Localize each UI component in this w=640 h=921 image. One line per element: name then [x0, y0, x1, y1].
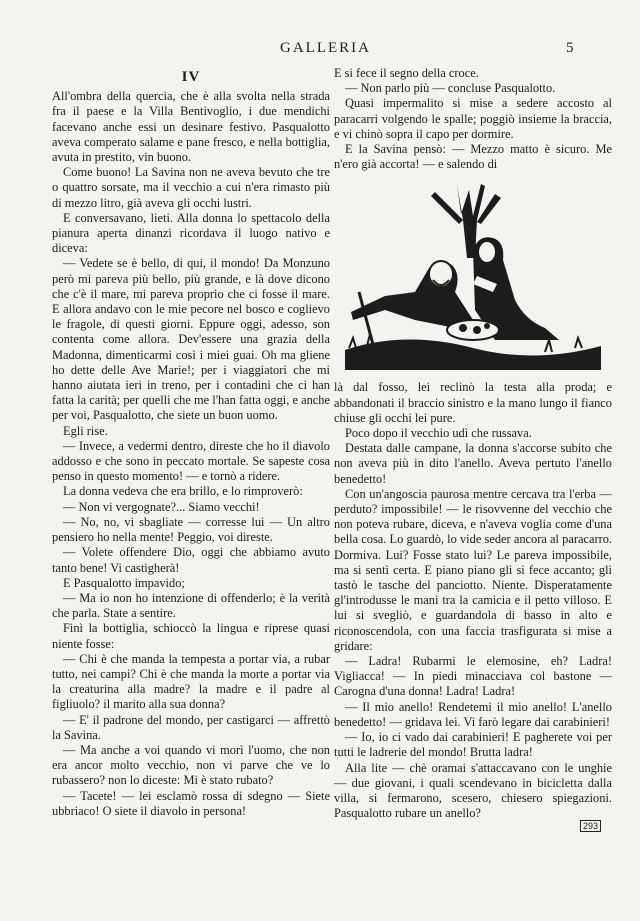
paragraph: là dal fosso, lei reclinò la testa alla proda; e abbandonati il braccio sinistro e la mano lungo il fianco chiuse gli occhi lei pure.: [334, 380, 612, 425]
paragraph: — Non parlo più — concluse Pasqualotto.: [345, 81, 556, 96]
paragraph: E la Savina pensò: — Mezzo matto è sicuro. Me n'ero già accorta! — e salendo di: [334, 142, 612, 172]
paragraph: — No, no, vi sbagliate — corresse lui — Un altro pensiero ho nella mente! Peggio, voi direste.: [52, 514, 330, 545]
paragraph: — Volete offendere Dio, oggi che abbiamo avuto tanto bene! Vi castigherà!: [52, 545, 330, 575]
page-number: 5: [566, 40, 574, 56]
paragraph: All'ombra della quercia, che è alla svolta nella strada fra il paese e la Villa Bentivoglio, i due mendichi facevano anche essi un desinare festivo. Pasqualotto aveva comperato salame e pane fresco, e nella bottiglia, avuta in prestito, vin buono.: [52, 89, 330, 165]
woodcut-illustration: [345, 180, 601, 370]
paragraph: — Chi è che manda la tempesta a portar via, a rubar tutto, nei campi? Chi è che manda la morte a portar via la creaturina alla madre? la madre e il padre al figliuolo? il marito alla sua donna?: [52, 651, 330, 712]
paragraph: E si fece il segno della croce.: [334, 66, 479, 80]
paragraph: Finì la bottiglia, schioccò la lingua e riprese quasi niente fosse:: [52, 621, 330, 651]
paragraph: — Vedete se è bello, di qui, il mondo! Da Monzuno però mi pareva più bello, più grande, e là dove dicono che c'è il mare, mi pareva proprio che ci fosse il mare. E allora andavo con le mie pecore nel bosco e coglievo le fragole, di questi giorni. Eppure oggi, adesso, son contenta come allora. Dev'essere una grazia della Madonna, dimenticarmi così i miei guai. Oh ma gliene ho dette delle Ave Marie!; per i viaggiatori che mi hanno aiutata ieri in treno, per i contadini che ci han fatta la carità; per quelli che me l'han fatta oggi, e anche per voi, Pasqualotto, che siete un buon uomo.: [52, 256, 330, 423]
paragraph: — Non vi vergognate?... Siamo vecchi!: [63, 499, 260, 514]
paragraph: E conversavano, lieti. Alla donna lo spettacolo della pianura aperta dinanzi ricordava il luogo nativo e diceva:: [52, 210, 330, 256]
paragraph: — E' il padrone del mondo, per castigarci — affrettò la Savina.: [52, 712, 330, 742]
paragraph: Con un'angoscia paurosa mentre cercava tra l'erba — perduto? impossibile! — le risovvenne del vecchio che non poteva rubare, diceva, e n'aveva voglia come d'una bella cosa. Lo guardò, lo vide seder ancora al paracarro. Dormiva. Lui? Fosse stato lui? Le pareva impossibile, ma si sentì certa. E piano piano gli si fece accanto; gli tastò le tasche del panciotto. Niente. Disperatamente gl'introdusse le mani tra la camicia e il petto villoso. E lui si svegliò, e guardandola di basso in alto e riconoscendola, con una faccia trasfigurata si mise a gridare:: [334, 486, 612, 653]
paragraph: Poco dopo il vecchio udì che russava.: [345, 426, 532, 441]
running-title: GALLERIA: [280, 40, 371, 56]
folio-number: 293: [580, 820, 601, 832]
paragraph: Destata dalle campane, la donna s'accorse subito che non aveva più in dito l'anello. Aveva pertuto l'anello benedetto!: [334, 441, 612, 486]
left-column: [52, 66, 330, 819]
paragraph: Alla lite — chè oramai s'attaccavano con le unghie — due giovani, i quali scendevano in bicicletta dalla villa, si fermarono, scesero, chiesero spiegazioni. Pasqualotto rubare un anello?: [334, 760, 612, 821]
paragraph: — Tacete! — lei esclamò rossa di sdegno — Siete ubbriaco! O siete il diavolo in persona!: [52, 788, 330, 818]
paragraph: E Pasqualotto impavido;: [63, 575, 185, 590]
section-heading: IV: [181, 69, 201, 85]
paragraph: — Ma io non ho intenzione di offenderlo; è la verità che parla. State a sentire.: [52, 590, 330, 621]
right-column: [334, 66, 612, 821]
paragraph: La donna vedeva che era brillo, e lo rimproverò:: [63, 484, 303, 499]
paragraph: — Ladra! Rubarmi le elemosine, eh? Ladra! Vigliacca! — In piedi minacciava col bastone — Carogna d'una donna! Ladra! Ladra!: [334, 654, 612, 699]
paragraph: — Ma anche a voi quando vi morì l'uomo, che non era ancor molto vecchio, non vi parve che ve lo rubassero? non lo diceste: Mi è stato rubato?: [52, 742, 330, 788]
paragraph: — Il mio anello! Rendetemi il mio anello! L'anello benedetto! — gridava lei. Vi farò legare dai carabinieri!: [334, 699, 612, 729]
running-head: [0, 40, 640, 60]
paragraph: Come buono! La Savina non ne aveva bevuto che tre o quattro sorsate, ma il vecchio a cui n'era rimasto più di mezzo litro, già aveva gli occhi lustri.: [52, 165, 330, 210]
paragraph: — Io, io ci vado dai carabinieri! E pagherete voi per tutti le ladrerie del mondo! Brutta ladra!: [334, 730, 612, 760]
paragraph: — Invece, a vedermi dentro, direste che ho il diavolo addosso e che sono in peccato mortale. Se sapeste cosa penso in questo momento! — e tornò a ridere.: [52, 438, 330, 484]
paragraph: Quasi impermalito si mise a sedere accosto al paracarri volgendo le spalle; poggiò insieme la braccia, e vi chinò sopra il capo per dormire.: [334, 96, 612, 141]
paragraph: Egli rise.: [63, 423, 108, 438]
